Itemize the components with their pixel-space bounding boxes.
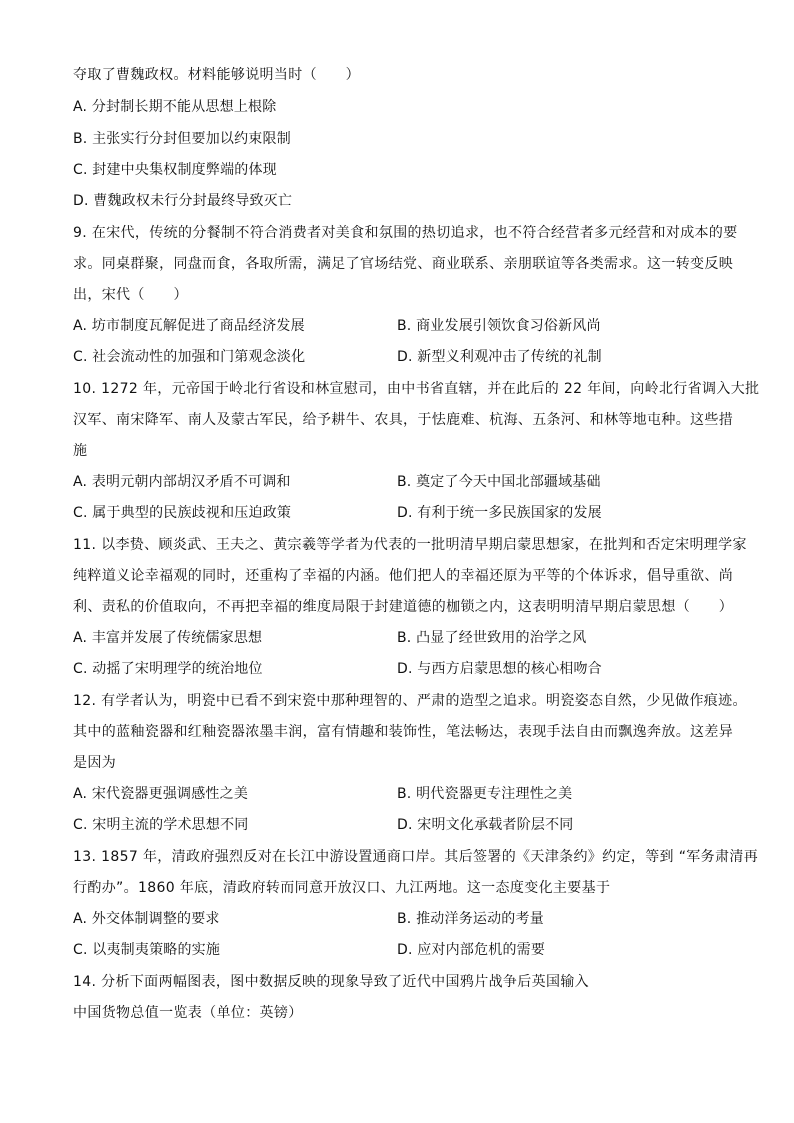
q13-option-c: C. 以夷制夷策略的实施 <box>73 942 221 958</box>
q10-option-c: C. 属于典型的民族歧视和压迫政策 <box>73 505 292 521</box>
q11-option-d: D. 与西方启蒙思想的核心相吻合 <box>397 661 602 677</box>
q9-stem-line-1: 9. 在宋代，传统的分餐制不符合消费者对美食和氛围的热切追求，也不符合经营者多元经营和对成本的要 <box>73 225 738 241</box>
q12-option-c: C. 宋明主流的学术思想不同 <box>73 817 249 833</box>
q12-option-a: A. 宋代瓷器更强调感性之美 <box>73 786 249 802</box>
q14-table-caption: 中国货物总值一览表（单位：英镑） <box>73 1005 303 1021</box>
q11-stem-line-2: 纯粹道义论幸福观的同时，还重构了幸福的内涵。他们把人的幸福还原为平等的个体诉求，倡导重欲、尚 <box>73 568 734 584</box>
q9-option-d: D. 新型义利观冲击了传统的礼制 <box>397 349 602 365</box>
q10-option-b: B. 奠定了今天中国北部疆域基础 <box>397 474 601 490</box>
q8-option-c: C. 封建中央集权制度弊端的体现 <box>73 162 277 178</box>
q8-stem: 夺取了曹魏政权。材料能够说明当时（ ） <box>73 67 360 83</box>
q13-stem-line-2: 行酌办”。1860 年底，清政府转而同意开放汉口、九江两地。这一态度变化主要基于 <box>73 880 611 896</box>
q8-option-b: B. 主张实行分封但要加以约束限制 <box>73 131 291 147</box>
q10-stem-line-2: 汉军、南宋降军、南人及蒙古军民，给予耕牛、农具，于怯鹿难、杭海、五条河、和林等地屯种。这些措 <box>73 412 734 428</box>
q10-option-d: D. 有利于统一多民族国家的发展 <box>397 505 602 521</box>
q12-option-b: B. 明代瓷器更专注理性之美 <box>397 786 573 802</box>
q11-stem-line-3: 利、责私的价值取向，不再把幸福的维度局限于封建道德的枷锁之内，这表明明清早期启蒙思想（ ） <box>73 599 734 615</box>
q11-option-b: B. 凸显了经世致用的治学之风 <box>397 630 587 646</box>
q12-stem-line-2: 其中的蓝釉瓷器和红釉瓷器浓墨丰润，富有情趣和装饰性，笔法畅达，表现手法自由而飘逸奔放。这差异 <box>73 724 734 740</box>
q10-option-a: A. 表明元朝内部胡汉矛盾不可调和 <box>73 474 291 490</box>
q12-stem-line-1: 12. 有学者认为，明瓷中已看不到宋瓷中那种理智的、严肃的造型之追求。明瓷姿态自然，少见做作痕迹。 <box>73 693 747 709</box>
q9-option-b: B. 商业发展引领饮食习俗新风尚 <box>397 318 601 334</box>
q11-stem-line-1: 11. 以李贽、顾炎武、王夫之、黄宗羲等学者为代表的一批明清早期启蒙思想家，在批判和否定宋明理学家 <box>73 537 747 553</box>
q8-option-d: D. 曹魏政权未行分封最终导致灭亡 <box>73 193 293 209</box>
q10-stem-line-1: 10. 1272 年，元帝国于岭北行省设和林宣慰司，由中书省直辖，并在此后的 22 年间，向岭北行省调入大批 <box>73 381 760 397</box>
q12-stem-line-3: 是因为 <box>73 755 117 771</box>
q8-option-a: A. 分封制长期不能从思想上根除 <box>73 99 277 115</box>
q9-option-a: A. 坊市制度瓦解促进了商品经济发展 <box>73 318 305 334</box>
q13-option-d: D. 应对内部危机的需要 <box>397 942 546 958</box>
q9-option-c: C. 社会流动性的加强和门第观念淡化 <box>73 349 306 365</box>
q14-stem-line-1: 14. 分析下面两幅图表，图中数据反映的现象导致了近代中国鸦片战争后英国输入 <box>73 974 590 990</box>
q9-stem-line-2: 求。同桌群聚，同盘而食，各取所需，满足了官场结党、商业联系、亲朋联谊等各类需求。这一转变反映 <box>73 256 734 272</box>
q12-option-d: D. 宋明文化承载者阶层不同 <box>397 817 574 833</box>
q13-stem-line-1: 13. 1857 年，清政府强烈反对在长江中游设置通商口岸。其后签署的《天津条约》约定，等到 “军务肃清再 <box>73 849 759 865</box>
q9-stem-line-3: 出，宋代（ ） <box>73 287 188 303</box>
q11-option-a: A. 丰富并发展了传统儒家思想 <box>73 630 263 646</box>
q10-stem-line-3: 施 <box>73 443 88 459</box>
q13-option-b: B. 推动洋务运动的考量 <box>397 911 544 927</box>
q13-option-a: A. 外交体制调整的要求 <box>73 911 220 927</box>
q11-option-c: C. 动摇了宋明理学的统治地位 <box>73 661 263 677</box>
